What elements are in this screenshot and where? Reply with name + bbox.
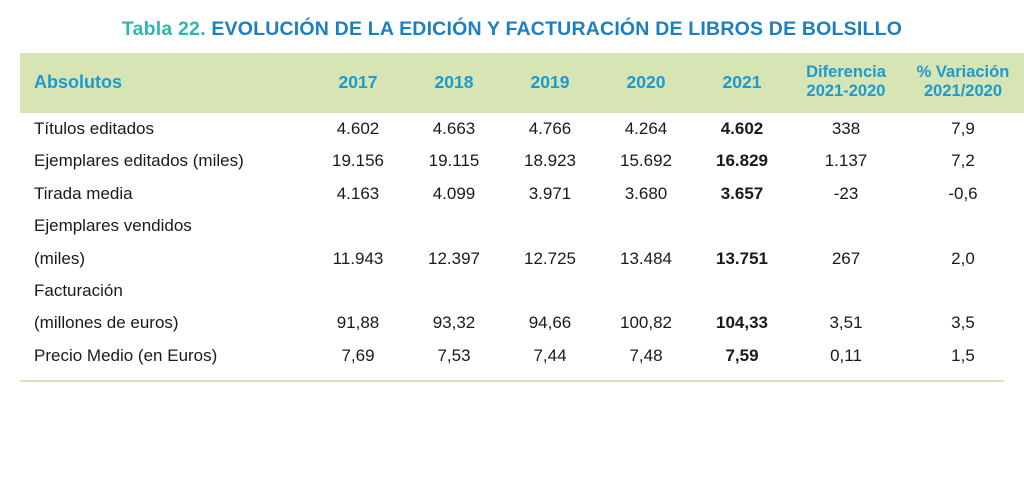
- cell-2021: 13.751: [716, 248, 768, 268]
- cell-empty: [790, 275, 902, 307]
- header-variation: [902, 52, 1024, 113]
- header-2017: 2017: [310, 52, 406, 113]
- cell-difference: 267: [831, 248, 861, 268]
- cell-2019: 12.725: [524, 248, 576, 268]
- row-label: Ejemplares vendidos: [34, 216, 192, 236]
- table-row: [20, 340, 1024, 372]
- header-difference-line2: 2021-2020: [806, 81, 886, 100]
- cell-difference: 1.137: [824, 151, 868, 171]
- cell-empty: [310, 210, 406, 242]
- cell-2020: 3.680: [624, 183, 668, 203]
- cell-empty: [310, 275, 406, 307]
- cell-2018: 93,32: [432, 313, 476, 333]
- cell-empty: [902, 275, 1024, 307]
- cell-2017: 19.156: [332, 151, 384, 171]
- cell-2020: 4.264: [624, 118, 668, 138]
- header-variation-line2: 2021/2020: [924, 81, 1002, 100]
- cell-variation: 7,2: [951, 151, 975, 171]
- table-header: [20, 52, 1024, 113]
- cell-2021: 104,33: [716, 313, 768, 333]
- cell-difference: -23: [833, 183, 859, 203]
- cell-2019: 94,66: [528, 313, 572, 333]
- cell-2017: 4.163: [336, 183, 380, 203]
- header-difference: [790, 52, 902, 113]
- cell-variation: 2,0: [951, 248, 975, 268]
- cell-2017: 4.602: [336, 118, 380, 138]
- row-label: Precio Medio (en Euros): [34, 345, 218, 365]
- cell-variation: 3,5: [951, 313, 975, 333]
- cell-2021: 7,59: [725, 345, 759, 365]
- cell-empty: [790, 210, 902, 242]
- table-row: [20, 307, 1024, 339]
- table-title-text: EVOLUCIÓN DE LA EDICIÓN Y FACTURACIÓN DE LIBROS DE BOLSILLO: [211, 18, 903, 40]
- table-row-label-continuation: [20, 210, 1024, 242]
- cell-2019: 18.923: [524, 151, 576, 171]
- header-2019: 2019: [502, 52, 598, 113]
- cell-difference: 0,11: [830, 345, 862, 365]
- header-label: Absolutos: [20, 52, 310, 113]
- row-label: Tirada media: [34, 183, 133, 203]
- table-row-label-continuation: [20, 275, 1024, 307]
- row-label-second-line: (miles): [34, 248, 85, 268]
- cell-difference: 3,51: [829, 313, 863, 333]
- table-body: [20, 113, 1024, 372]
- table-header-row: [20, 52, 1024, 113]
- cell-2018: 4.099: [432, 183, 476, 203]
- header-2018: 2018: [406, 52, 502, 113]
- cell-2020: 13.484: [620, 248, 672, 268]
- cell-2017: 11.943: [332, 248, 384, 268]
- row-label: Facturación: [34, 280, 123, 300]
- cell-2021: 16.829: [716, 151, 768, 171]
- cell-2020: 100,82: [620, 313, 672, 333]
- row-label: Ejemplares editados (miles): [34, 151, 244, 171]
- cell-difference: 338: [831, 118, 861, 138]
- cell-2020: 7,48: [629, 345, 663, 365]
- table-number: Tabla 22.: [121, 18, 206, 40]
- table-row: [20, 243, 1024, 275]
- table-container: [20, 51, 1010, 372]
- cell-empty: [406, 275, 502, 307]
- cell-2017: 7,69: [341, 345, 375, 365]
- table-bottom-rule: [20, 380, 1004, 382]
- header-2020: 2020: [598, 52, 694, 113]
- cell-variation: 1,5: [951, 345, 975, 365]
- cell-2020: 15.692: [620, 151, 672, 171]
- cell-empty: [902, 210, 1024, 242]
- cell-2018: 12.397: [428, 248, 480, 268]
- cell-2019: 3.971: [528, 183, 572, 203]
- cell-2018: 7,53: [437, 345, 471, 365]
- cell-2021: 4.602: [720, 118, 764, 138]
- table-row: [20, 145, 1024, 177]
- table-row: [20, 178, 1024, 210]
- cell-variation: -0,6: [948, 183, 978, 203]
- cell-empty: [694, 210, 790, 242]
- pocket-books-table: [20, 51, 1024, 372]
- cell-2019: 4.766: [528, 118, 572, 138]
- table-row: [20, 113, 1024, 145]
- row-label: Títulos editados: [34, 118, 155, 138]
- cell-variation: 7,9: [951, 118, 975, 138]
- cell-empty: [406, 210, 502, 242]
- cell-empty: [598, 275, 694, 307]
- cell-empty: [502, 210, 598, 242]
- cell-empty: [598, 210, 694, 242]
- cell-2018: 19.115: [428, 151, 480, 171]
- header-variation-line1: % Variación: [916, 63, 1010, 81]
- page-title: [0, 0, 1024, 51]
- header-2021: 2021: [694, 52, 790, 113]
- cell-2018: 4.663: [432, 118, 476, 138]
- cell-empty: [694, 275, 790, 307]
- header-difference-line1: Diferencia: [806, 63, 886, 81]
- cell-empty: [502, 275, 598, 307]
- cell-2021: 3.657: [720, 183, 764, 203]
- row-label-second-line: (millones de euros): [34, 313, 179, 333]
- cell-2019: 7,44: [533, 345, 567, 365]
- cell-2017: 91,88: [336, 313, 380, 333]
